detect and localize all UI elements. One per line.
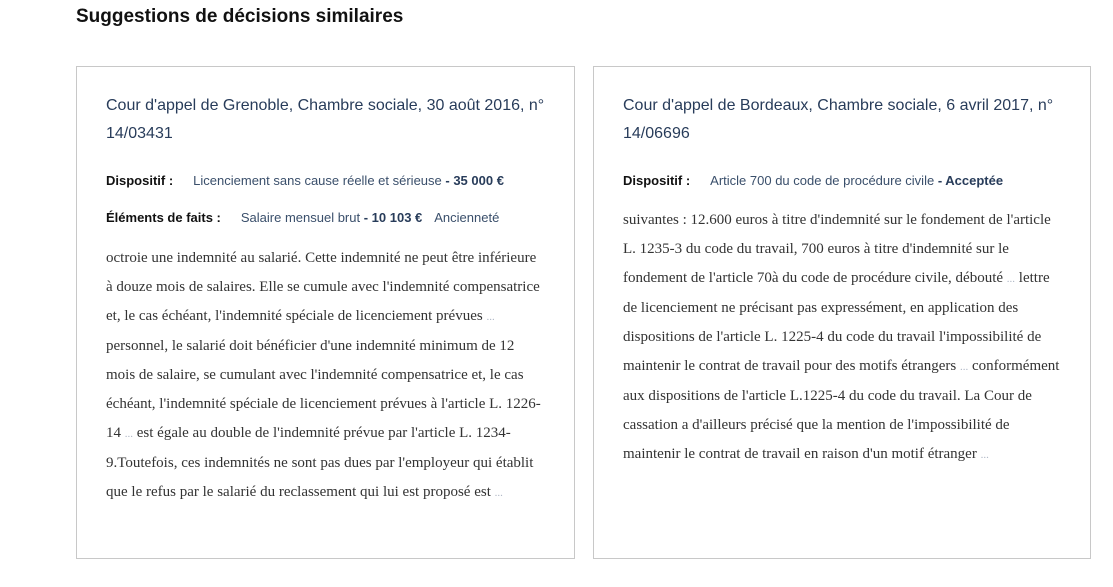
excerpt-segment: octroie une indemnité au salarié. Cette indemnité ne peut être inférieure à douze mois de salaires. Elle se cumule avec l'indemnité compensatrice et, le cas échéant, l'indemnité spéciale de licenciement prévues	[106, 250, 540, 324]
decision-excerpt	[623, 206, 1060, 470]
excerpt-segment: est égale au double de l'indemnité prévue par l'article L. 1234-9.Toutefois, ces indemnités ne sont pas dues par l'employeur qui établit que le refus par le salarié du reclassement qui lui est proposé est	[106, 425, 534, 500]
ellipsis-separator: ...	[1006, 273, 1016, 285]
decision-card[interactable]	[593, 66, 1091, 559]
excerpt-segment: lettre de licenciement ne précisant pas expressément, en application des dispositions de l'article L. 1225-4 du code du travail l'impossibilité de maintenir le contrat de travail pour des motifs étrangers	[623, 270, 1050, 374]
elements-label: Éléments de faits :	[106, 210, 221, 225]
decision-excerpt	[106, 244, 544, 508]
excerpt-segment: conformément aux dispositions de l'article L.1225-4 du code du travail. La Cour de cassation a d'ailleurs précisé que la mention de l'impossibilité de maintenir le contrat de travail en raison d'un motif étranger	[623, 358, 1060, 462]
decision-title-link[interactable]: Cour d'appel de Grenoble, Chambre sociale, 30 août 2016, n° 14/03431	[106, 97, 545, 142]
decision-title-link[interactable]: Cour d'appel de Bordeaux, Chambre sociale, 6 avril 2017, n° 14/06696	[623, 97, 1054, 142]
elements-text: Salaire mensuel brut	[240, 210, 364, 225]
elements-value: - 10 103 €	[363, 210, 423, 225]
dispositif-label: Dispositif :	[106, 173, 174, 188]
dispositif-label: Dispositif :	[623, 173, 691, 188]
ellipsis-separator: ...	[124, 428, 133, 440]
ellipsis-separator: ...	[959, 361, 969, 373]
ellipsis-separator: ...	[494, 487, 503, 499]
excerpt-segment: personnel, le salarié doit bénéficier d'une indemnité minimum de 12 mois de salaire, se cumulant avec l'indemnité compensatrice et, le cas échéant, l'indemnité spéciale de licenciement prévues à l'article L. 1226-14	[106, 338, 541, 441]
dispositif-value: - 35 000 €	[445, 173, 504, 188]
elements-extra: Ancienneté	[434, 210, 500, 225]
ellipsis-separator: ...	[486, 311, 495, 323]
elements-row	[106, 208, 540, 228]
dispositif-row	[106, 171, 540, 191]
decision-card[interactable]	[76, 66, 575, 559]
dispositif-value: - Acceptée	[937, 173, 1004, 188]
ellipsis-separator: ...	[980, 449, 989, 461]
dispositif-text: Licenciement sans cause réelle et sérieuse	[193, 173, 446, 188]
section-title: Suggestions de décisions similaires	[76, 6, 404, 27]
excerpt-segment: suivantes : 12.600 euros à titre d'indemnité sur le fondement de l'article L. 1235-3 du code du travail, 700 euros à titre d'indemnité sur le fondement de l'article 70à du code de procédure civile, débouté	[623, 212, 1051, 286]
dispositif-row	[623, 171, 1056, 191]
dispositif-text: Article 700 du code de procédure civile	[710, 173, 938, 188]
